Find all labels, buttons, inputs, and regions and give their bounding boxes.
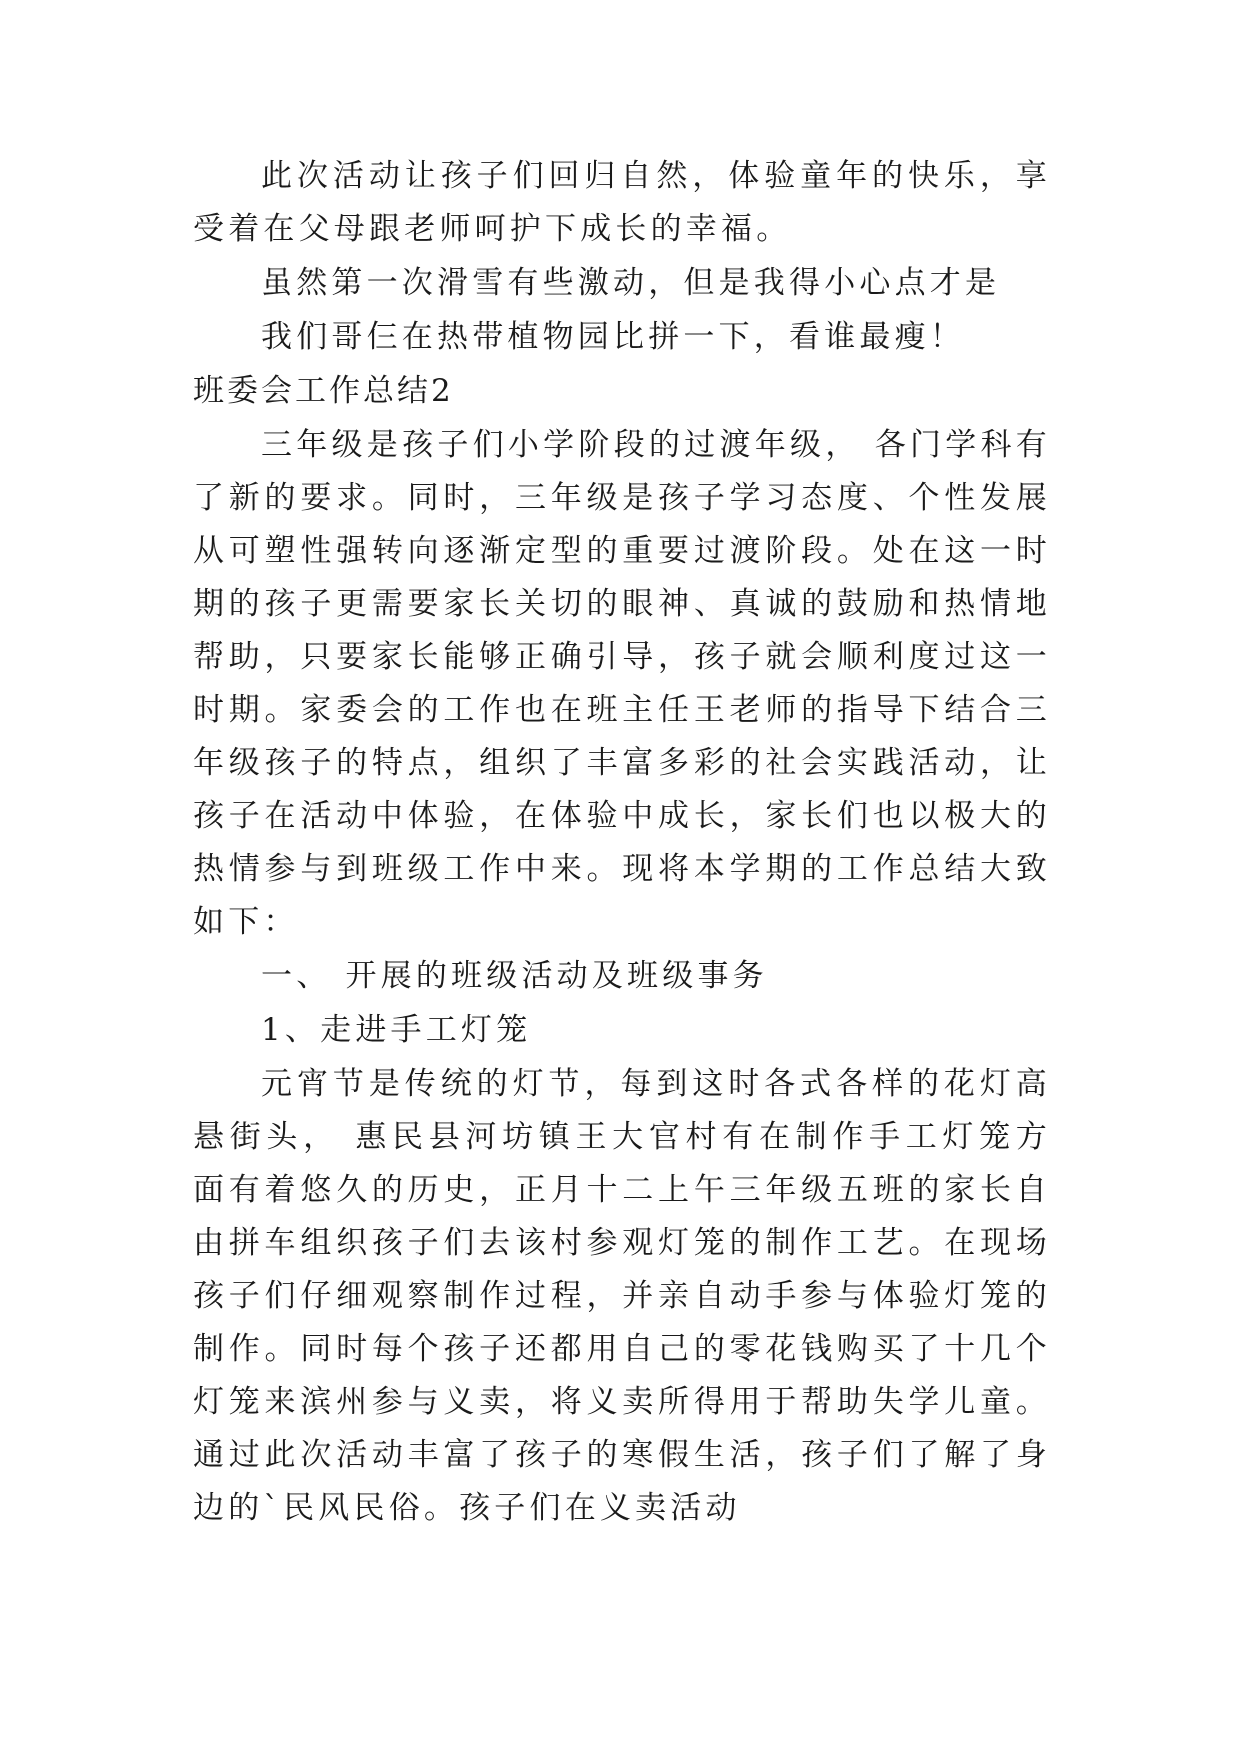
paragraph-skiing: 虽然第一次滑雪有些激动，但是我得小心点才是 (261, 265, 1001, 301)
paragraph-section-one: 一、 开展的班级活动及班级事务 (261, 958, 768, 994)
paragraph-lantern: 元宵节是传统的灯节，每到这时各式各样的花灯高悬街头， 惠民县河坊镇王大官村有在制作手工灯笼方面有着悠久的历史，正月十二上午三年级五班的家长自由拼车组织孩子们去该村参观灯笼的制作工艺。在现场孩子们仔细观察制作过程，并亲自动手参与体验灯笼的制作。同时每个孩子还都用自己的零花钱购买了十几个灯笼来滨州参与义卖，将义卖所得用于帮助失学儿童。通过此次活动丰富了孩子的寒假生活，孩子们了解了身边的`民风民俗。孩子们在义卖活动 (193, 1066, 1051, 1526)
paragraph-item-one: 1、走进手工灯笼 (261, 1012, 532, 1048)
paragraph-intro: 三年级是孩子们小学阶段的过渡年级， 各门学科有了新的要求。同时，三年级是孩子学习态度、个性发展从可塑性强转向逐渐定型的重要过渡阶段。处在这一时期的孩子更需要家长关切的眼神、真诚的鼓励和热情地帮助，只要家长能够正确引导，孩子就会顺利度过这一时期。家委会的工作也在班主任王老师的指导下结合三年级孩子的特点，组织了丰富多彩的社会实践活动，让孩子在活动中体验，在体验中成长，家长们也以极大的热情参与到班级工作中来。现将本学期的工作总结大致如下： (193, 427, 1051, 940)
paragraph-botanical-garden: 我们哥仨在热带植物园比拼一下，看谁最瘦！ (261, 319, 965, 355)
document-page (193, 150, 1051, 1536)
section-heading: 班委会工作总结2 (193, 373, 454, 409)
paragraph-activity-summary: 此次活动让孩子们回归自然，体验童年的快乐，享受着在父母跟老师呵护下成长的幸福。 (193, 158, 1051, 247)
